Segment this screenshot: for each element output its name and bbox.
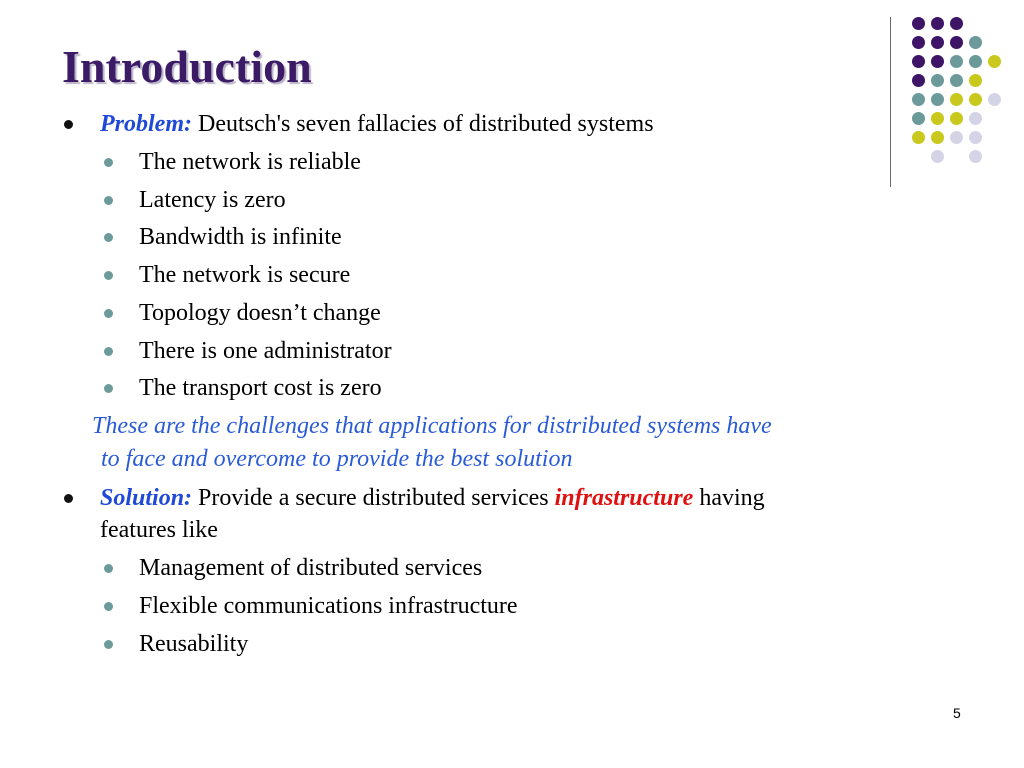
- problem-text: Deutsch's seven fallacies of distributed systems: [197, 111, 654, 137]
- decor-dot: [950, 17, 963, 30]
- challenge-note-line2: to face and overcome to provide the best solution: [101, 446, 573, 472]
- solution-line: [100, 483, 765, 513]
- fallacy-item: The network is reliable: [139, 149, 361, 175]
- solution-emphasis: infrastructure: [554, 485, 694, 511]
- decor-dot: [969, 131, 982, 144]
- decor-dot: [988, 93, 1001, 106]
- decor-dot: [912, 74, 925, 87]
- fallacy-item: There is one administrator: [139, 338, 392, 364]
- problem-label: Problem:: [100, 111, 192, 137]
- feature-item: Management of distributed services: [139, 555, 483, 581]
- decor-dot: [912, 131, 925, 144]
- decor-dot: [931, 55, 944, 68]
- fallacy-item: The network is secure: [139, 262, 351, 288]
- decor-dot: [969, 74, 982, 87]
- decor-dot: [931, 17, 944, 30]
- bullet-dot: [64, 120, 73, 129]
- feature-item: Reusability: [139, 631, 249, 657]
- bullet-dot: [104, 347, 113, 356]
- slide-title: Introduction: [62, 41, 312, 92]
- page-number: 5: [953, 705, 961, 721]
- bullet-dot: [104, 602, 113, 611]
- decor-dot: [950, 55, 963, 68]
- decor-dot: [931, 93, 944, 106]
- decor-dot: [950, 74, 963, 87]
- decor-dot: [950, 112, 963, 125]
- decor-dot: [931, 112, 944, 125]
- bullet-dot: [104, 233, 113, 242]
- fallacy-item: Latency is zero: [139, 187, 286, 213]
- bullet-dot: [104, 309, 113, 318]
- bullet-dot: [104, 564, 113, 573]
- bullet-dot: [104, 640, 113, 649]
- decor-dot: [912, 112, 925, 125]
- decor-dot: [912, 17, 925, 30]
- bullet-dot: [64, 494, 73, 503]
- decor-dot: [988, 55, 1001, 68]
- decor-dot: [912, 36, 925, 49]
- decor-dot: [931, 36, 944, 49]
- decor-dot: [931, 150, 944, 163]
- decor-dot: [931, 74, 944, 87]
- decor-dot: [969, 150, 982, 163]
- decor-dot: [950, 36, 963, 49]
- decor-dot: [912, 55, 925, 68]
- challenge-note-line1: These are the challenges that applications for distributed systems have: [92, 413, 772, 439]
- bullet-dot: [104, 158, 113, 167]
- fallacy-item: Topology doesn’t change: [139, 300, 381, 326]
- solution-text-after: having: [699, 485, 765, 511]
- decor-dot: [969, 112, 982, 125]
- problem-line: [100, 109, 654, 139]
- decor-dot: [969, 36, 982, 49]
- fallacy-item: Bandwidth is infinite: [139, 224, 342, 250]
- fallacy-item: The transport cost is zero: [139, 375, 382, 401]
- bullet-dot: [104, 384, 113, 393]
- bullet-dot: [104, 271, 113, 280]
- decor-dot: [969, 55, 982, 68]
- feature-item: Flexible communications infrastructure: [139, 593, 518, 619]
- solution-label: Solution:: [100, 485, 193, 511]
- bullet-dot: [104, 196, 113, 205]
- solution-line-continued: features like: [100, 517, 218, 543]
- solution-text: Provide a secure distributed services: [198, 485, 549, 511]
- decor-dot: [969, 93, 982, 106]
- decor-dot: [931, 131, 944, 144]
- decor-dot: [950, 131, 963, 144]
- decor-dot: [912, 93, 925, 106]
- decor-dot: [950, 93, 963, 106]
